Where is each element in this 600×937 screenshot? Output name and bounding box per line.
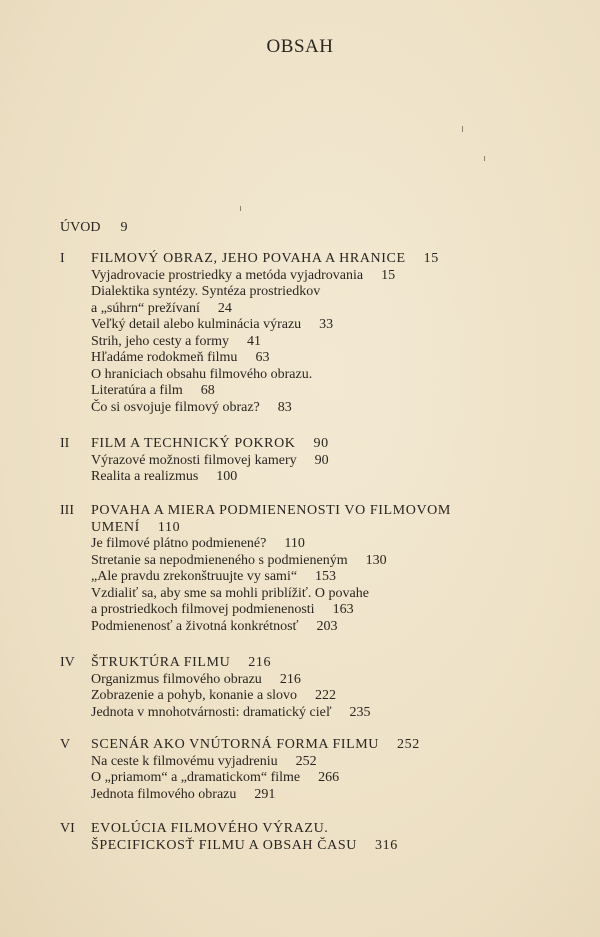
entry-page: 33 [319,317,334,332]
page-title: OBSAH [266,36,334,57]
entry-text: Na ceste k filmovému vyjadreniu [91,753,278,769]
entry-text: „Ale pravdu zrekonštruujte vy sami“ [91,569,298,584]
toc-entry [91,569,560,586]
toc-entry [91,536,560,553]
toc-entry [91,301,560,318]
heading-page: 110 [157,519,181,535]
entry-page: 90 [314,452,329,468]
toc-entry [91,268,560,285]
chapter-numeral: III [60,503,74,518]
entry-page: 216 [279,671,301,687]
paper-speck [240,206,241,211]
entry-text: Vyjadrovacie prostriedky a metóda vyjadrovania [91,267,364,283]
entry-page: 100 [216,469,238,484]
entry-text: Výrazové možnosti filmovej kamery [91,452,297,468]
entry-page: 15 [381,267,396,283]
entry-text: Čo si osvojuje filmový obraz? [91,399,260,415]
toc-chapter-4 [60,655,560,721]
entry-text: Vzdialiť sa, aby sme sa mohli priblížiť. O povahe [91,585,369,601]
entry-page: 63 [255,350,270,365]
toc-entry [91,284,560,301]
toc-entry [91,400,560,417]
chapter-heading [91,838,560,855]
entry-text: Organizmus filmového obrazu [91,671,262,687]
heading-text: EVOLÚCIA FILMOVÉHO VÝRAZU. [91,821,329,836]
toc-entry [91,367,560,384]
heading-page: 90 [313,436,329,451]
entry-text: Dialektika syntézy. Syntéza prostriedkov [91,284,321,299]
toc-entry [91,334,560,351]
toc-chapter-6 [60,821,560,854]
chapter-heading [91,821,560,838]
toc-chapter-5 [60,737,560,803]
intro-label: ÚVOD [60,220,101,235]
chapter-heading [91,520,560,537]
toc-entry [91,469,560,486]
toc-entry [91,383,560,400]
chapter-heading [91,737,560,754]
toc-entry [91,619,560,636]
heading-page: 15 [423,251,439,266]
entry-text: Strih, jeho cesty a formy [91,333,230,349]
entry-page: 252 [295,753,317,769]
heading-page: 216 [248,655,272,670]
toc-entry [91,602,560,619]
entry-text: Hľadáme rodokmeň filmu [91,350,238,365]
entry-text: Veľký detail alebo kulminácia výrazu [91,317,302,332]
heading-text: SCENÁR AKO VNÚTORNÁ FORMA FILMU [91,737,380,752]
heading-text: FILMOVÝ OBRAZ, JEHO POVAHA A HRANICE [91,251,406,266]
entry-page: 163 [332,602,354,617]
toc-entry [91,787,560,804]
entry-text: Realita a realizmus [91,469,199,484]
heading-page: 316 [375,837,398,853]
entry-page: 222 [315,688,337,703]
entry-page: 235 [349,704,371,720]
toc-entry [91,317,560,334]
toc-entry [91,770,560,787]
chapter-numeral: V [60,737,71,752]
entry-text: Jednota filmového obrazu [91,786,237,802]
entry-page: 68 [200,383,215,398]
heading-text: FILM A TECHNICKÝ POKROK [91,436,296,451]
entry-page: 203 [316,618,338,634]
toc-entry [91,586,560,603]
entry-text: a prostriedkoch filmovej podmienenosti [91,602,315,617]
entry-text: a „súhrn“ prežívaní [91,300,200,316]
toc-entry [91,453,560,470]
heading-text: POVAHA A MIERA PODMIENENOSTI VO FILMOVOM [91,503,451,518]
heading-text: UMENÍ [91,519,140,535]
paper-speck [484,156,485,161]
toc-chapter-1 [60,251,560,416]
entry-page: 153 [315,569,337,584]
entry-page: 41 [247,333,262,349]
chapter-heading [91,251,560,268]
chapter-numeral: IV [60,655,75,670]
entry-text: Podmienenosť a životná konkrétnosť [91,618,299,634]
chapter-numeral: I [60,251,65,266]
chapter-heading [91,503,560,520]
toc-intro [60,220,127,236]
entry-page: 266 [318,770,340,785]
entry-text: O „priamom“ a „dramatickom“ filme [91,770,301,785]
heading-text: ŠPECIFICKOSŤ FILMU A OBSAH ČASU [91,837,357,853]
toc-entry [91,688,560,705]
toc-chapter-3 [60,503,560,635]
entry-text: Stretanie sa nepodmieneného s podmieneným [91,552,348,568]
entry-text: Literatúra a film [91,383,183,398]
chapter-numeral: VI [60,821,75,836]
toc-entry [91,350,560,367]
toc-entry [91,754,560,771]
toc-entry [91,705,560,722]
paper-speck [462,126,463,132]
toc-entry [91,672,560,689]
heading-text: ŠTRUKTÚRA FILMU [91,655,231,670]
entry-text: Jednota v mnohotvárnosti: dramatický cieľ [91,704,332,720]
entry-text: Je filmové plátno podmienené? [91,536,267,551]
chapter-numeral: II [60,436,70,451]
chapter-heading [91,655,560,672]
entry-page: 83 [277,399,292,415]
toc-entry [91,553,560,570]
intro-page: 9 [120,220,128,235]
entry-page: 24 [217,300,232,316]
toc-chapter-2 [60,436,560,486]
entry-page: 110 [284,536,305,551]
entry-page: 291 [254,786,276,802]
entry-text: O hraniciach obsahu filmového obrazu. [91,366,313,382]
chapter-heading [91,436,560,453]
entry-page: 130 [365,552,387,568]
entry-text: Zobrazenie a pohyb, konanie a slovo [91,688,298,703]
heading-page: 252 [397,737,420,752]
